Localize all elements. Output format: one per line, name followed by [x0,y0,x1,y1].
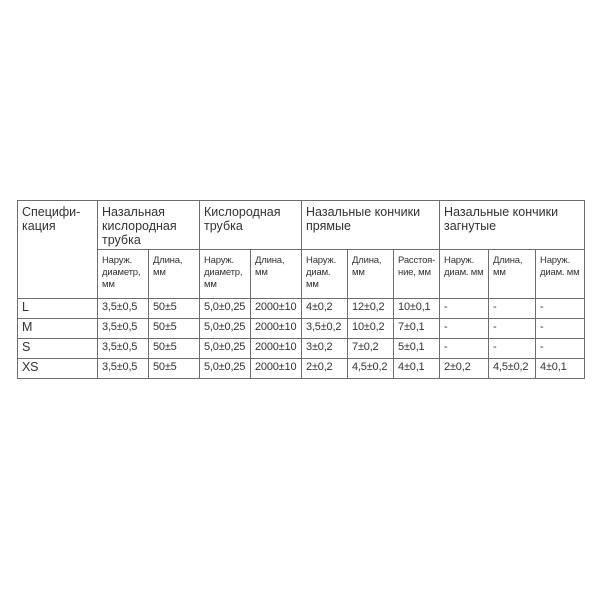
subheader-cell: Длина, мм [251,250,302,299]
table-row-l [18,299,585,319]
group-nasal-oxygen-tube: Назальная кислородная трубка [98,201,200,250]
table-cell: 4,5±0,2 [489,359,536,379]
group-curved-nasal-tips: Назальные кончики загнутые [440,201,585,250]
table-cell: 5,0±0,25 [200,299,251,319]
size-cell: L [18,299,98,319]
specification-table [17,200,585,379]
size-cell: XS [18,359,98,379]
table-cell: 12±0,2 [348,299,394,319]
table-cell: 2±0,2 [302,359,348,379]
subheader-row [18,250,585,299]
table-cell: 5,0±0,25 [200,359,251,379]
group-straight-nasal-tips: Назальные кончики прямые [302,201,440,250]
table-cell: 4±0,2 [302,299,348,319]
table-cell: 10±0,1 [394,299,440,319]
table-cell: 10±0,2 [348,319,394,339]
subheader-cell: Длина, мм [149,250,200,299]
table-cell: 4±0,1 [394,359,440,379]
group-header-row [18,201,585,250]
table-cell: 2000±10 [251,359,302,379]
table-cell: 50±5 [149,359,200,379]
table-cell: - [489,339,536,359]
table-cell: 4,5±0,2 [348,359,394,379]
table-cell: - [536,299,585,319]
table-cell: 7±0,2 [348,339,394,359]
table-cell: 3±0,2 [302,339,348,359]
subheader-cell: Наруж. диаметр, мм [200,250,251,299]
table-cell: 50±5 [149,339,200,359]
table-cell: 5,0±0,25 [200,319,251,339]
size-cell: M [18,319,98,339]
subheader-cell: Расстоя-ние, мм [394,250,440,299]
table-cell: 7±0,1 [394,319,440,339]
subheader-cell: Наруж. диам. мм [536,250,585,299]
subheader-cell: Длина, мм [489,250,536,299]
table-row-xs [18,359,585,379]
subheader-cell: Наруж. диаметр, мм [98,250,149,299]
subheader-cell: Наруж. диам. мм [302,250,348,299]
table-cell: 3,5±0,2 [302,319,348,339]
table-cell: 3,5±0,5 [98,359,149,379]
group-oxygen-tube: Кислородная трубка [200,201,302,250]
table-cell: 50±5 [149,299,200,319]
table-cell: - [440,319,489,339]
table-cell: 2000±10 [251,319,302,339]
table-cell: 2000±10 [251,339,302,359]
size-cell: S [18,339,98,359]
table-cell: 50±5 [149,319,200,339]
table-cell: 5±0,1 [394,339,440,359]
table-cell: 3,5±0,5 [98,299,149,319]
table-cell: - [489,299,536,319]
table-cell: 2±0,2 [440,359,489,379]
spec-header-cell: Специфи-кация [18,201,98,299]
table-cell: 4±0,1 [536,359,585,379]
table-row-s [18,339,585,359]
table-cell: 5,0±0,25 [200,339,251,359]
subheader-cell: Наруж. диам. мм [440,250,489,299]
table-cell: - [440,299,489,319]
table-cell: 3,5±0,5 [98,319,149,339]
table-cell: - [536,319,585,339]
table-cell: - [489,319,536,339]
table-cell: 2000±10 [251,299,302,319]
table-cell: 3,5±0,5 [98,339,149,359]
table-row-m [18,319,585,339]
subheader-cell: Длина, мм [348,250,394,299]
table-cell: - [536,339,585,359]
table-cell: - [440,339,489,359]
